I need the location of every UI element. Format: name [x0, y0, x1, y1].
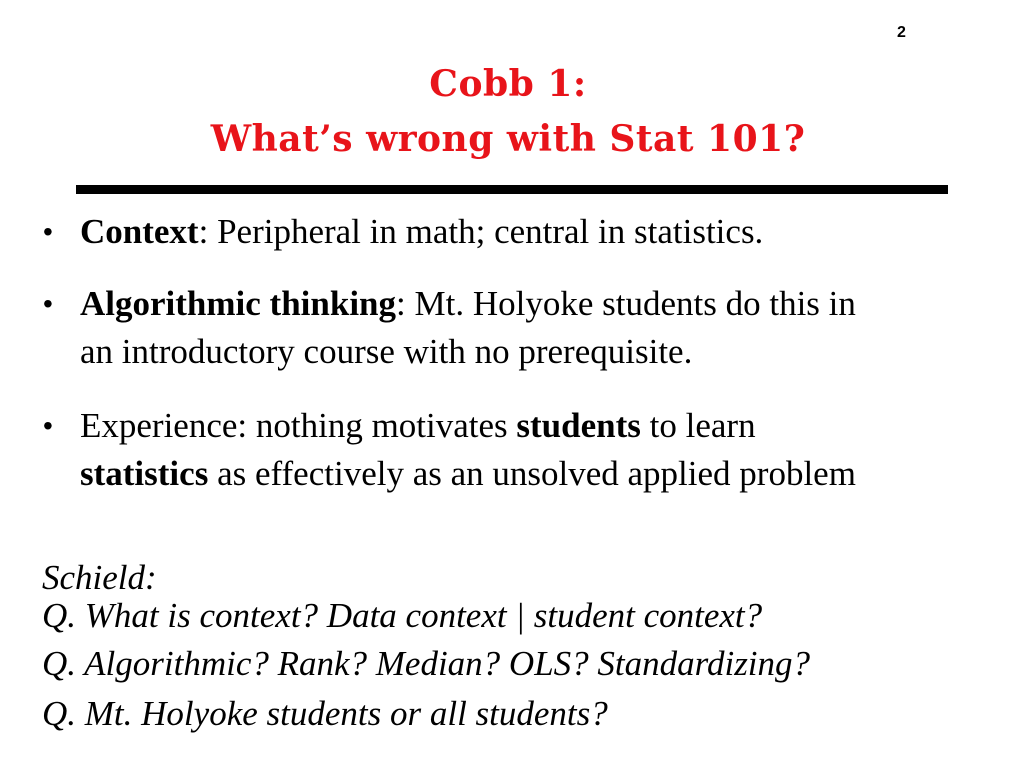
bullet-text-algorithmic-thinking-continuation: an introductory course with no prerequisite.: [80, 332, 693, 371]
slide-title-line-2: What’s wrong with Stat 101?: [210, 118, 806, 160]
bullet-text-context: : Peripheral in math; central in statistics.: [198, 212, 764, 251]
bullet-text-experience-end: as effectively as an unsolved applied problem: [208, 454, 856, 493]
bullet-dot-icon: •: [43, 288, 53, 319]
bullet-item-algorithmic-thinking: [43, 280, 980, 376]
bullet-term-context: Context: [80, 212, 199, 251]
notes-question-algorithmic: Q. Algorithmic? Rank? Median? OLS? Standardizing?: [42, 644, 811, 683]
notes-heading: Schield:: [42, 558, 157, 597]
bullet-text-experience-mid: to learn: [640, 406, 756, 445]
notes-question-context: Q. What is context? Data context | student context?: [42, 596, 763, 635]
bullet-dot-icon: •: [43, 410, 53, 441]
notes-question-students: Q. Mt. Holyoke students or all students?: [42, 694, 608, 733]
bullet-bold-students: students: [516, 406, 641, 445]
slide-title-line-1: Cobb 1:: [429, 63, 587, 105]
bullet-text-experience-start: Experience: nothing motivates: [80, 406, 517, 445]
bullet-item-experience: [43, 402, 980, 498]
bullet-text-algorithmic-thinking: : Mt. Holyoke students do this in: [396, 284, 856, 323]
bullet-dot-icon: •: [43, 216, 53, 247]
bullet-item-context: [43, 208, 980, 256]
bullet-bold-statistics: statistics: [80, 454, 209, 493]
page-number: 2: [897, 24, 906, 41]
bullet-term-algorithmic-thinking: Algorithmic thinking: [80, 284, 397, 323]
